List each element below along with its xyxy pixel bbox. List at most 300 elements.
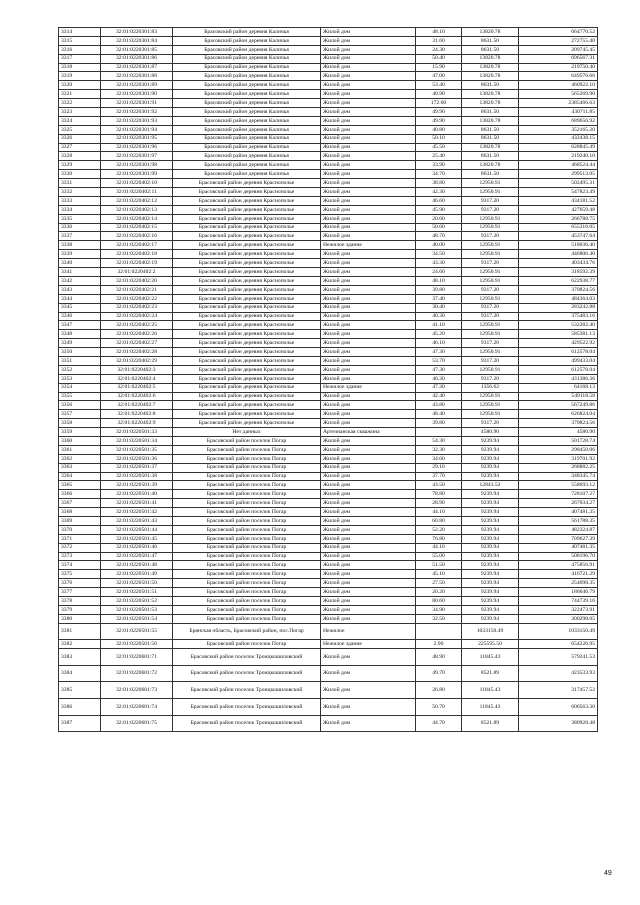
cadastral-number-cell: 32:01:0220402:15 <box>101 223 173 232</box>
object-type-cell: Жилой дом <box>321 170 416 179</box>
area-cell: 49.90 <box>416 116 462 125</box>
cadastral-value-cell: 728107.27 <box>519 490 598 499</box>
area-cell: 43.80 <box>416 401 462 410</box>
cadastral-number-cell: 32:01:0220402:9 <box>101 419 173 428</box>
price-per-unit-cell: 13820.78 <box>462 143 519 152</box>
area-cell: 44.70 <box>416 715 462 732</box>
cadastral-number-cell: 32:01:0220301:98 <box>101 161 173 170</box>
row-number-cell: 3351 <box>59 356 101 365</box>
area-cell: 40.00 <box>416 241 462 250</box>
address-cell: Брасовский район деревня Каличья <box>173 28 321 37</box>
object-type-cell: Нежилое здание <box>321 640 416 649</box>
address-cell: Брасовский район деревня Краснополье <box>173 294 321 303</box>
price-per-unit-cell: 9317.20 <box>462 232 519 241</box>
address-cell: Брасовский район деревня Каличья <box>173 108 321 117</box>
row-number-cell: 3338 <box>59 241 101 250</box>
cadastral-number-cell: 32:01:0220501:49 <box>101 570 173 579</box>
cadastral-value-cell: 532282.40 <box>519 321 598 330</box>
price-per-unit-cell: 9239.94 <box>462 614 519 623</box>
row-number-cell: 3380 <box>59 614 101 623</box>
area-cell: 45.20 <box>416 330 462 339</box>
row-number-cell: 3319 <box>59 72 101 81</box>
price-per-unit-cell: 9239.94 <box>462 605 519 614</box>
address-cell: Брасовский район поселок Погар <box>173 561 321 570</box>
cadastral-value-cell: 352165.20 <box>519 125 598 134</box>
area-cell: 53.70 <box>416 356 462 365</box>
object-type-cell: Жилой дом <box>321 276 416 285</box>
cadastral-value-cell: 561788.35 <box>519 516 598 525</box>
table-row <box>59 63 598 72</box>
cadastral-number-cell: 32:01:0220501:38 <box>101 472 173 481</box>
area-cell <box>416 428 462 437</box>
row-number-cell: 3366 <box>59 490 101 499</box>
object-type-cell: Жилой дом <box>321 463 416 472</box>
object-type-cell: Жилой дом <box>321 294 416 303</box>
price-per-unit-cell: 11845.43 <box>462 698 519 715</box>
object-type-cell: Жилой дом <box>321 45 416 54</box>
row-number-cell: 3350 <box>59 348 101 357</box>
area-cell: 2.90 <box>416 640 462 649</box>
area-cell: 41.10 <box>416 321 462 330</box>
table-row <box>59 597 598 606</box>
table-row <box>59 715 598 732</box>
address-cell: Брасовский район деревня Краснополье <box>173 339 321 348</box>
cadastral-number-cell: 32:01:0220402:22 <box>101 294 173 303</box>
cadastral-number-cell: 32:01:0220402:6 <box>101 392 173 401</box>
row-number-cell: 3376 <box>59 579 101 588</box>
cadastral-number-cell: 32:01:0220301:87 <box>101 63 173 72</box>
cadastral-value-cell: 453747.64 <box>519 232 598 241</box>
row-number-cell: 3344 <box>59 294 101 303</box>
cadastral-number-cell: 32:01:0220601:75 <box>101 715 173 732</box>
price-per-unit-cell: 225595.50 <box>462 640 519 649</box>
cadastral-value-cell: 272755.40 <box>519 36 598 45</box>
table-row <box>59 623 598 640</box>
price-per-unit-cell: 9239.94 <box>462 597 519 606</box>
cadastral-value-cell: 370824.56 <box>519 419 598 428</box>
area-cell: 45.10 <box>416 570 462 579</box>
price-per-unit-cell: 9317.20 <box>462 419 519 428</box>
object-type-cell: Жилой дом <box>321 36 416 45</box>
address-cell: Брасовский район деревня Каличья <box>173 134 321 143</box>
object-type-cell: Нежилое здание <box>321 241 416 250</box>
row-number-cell: 3379 <box>59 605 101 614</box>
area-cell: 47.30 <box>416 383 462 392</box>
address-cell: Брасовский район деревня Краснополье <box>173 232 321 241</box>
row-number-cell: 3332 <box>59 188 101 197</box>
object-type-cell: Жилой дом <box>321 374 416 383</box>
table-row <box>59 259 598 268</box>
cadastral-number-cell: 32:01:0220501:36 <box>101 454 173 463</box>
cadastral-value-cell: 547823.49 <box>519 188 598 197</box>
address-cell: Брасовский район деревня Краснополье <box>173 401 321 410</box>
table-row <box>59 374 598 383</box>
area-cell: 20.60 <box>416 214 462 223</box>
table-row <box>59 90 598 99</box>
cadastral-value-cell: 649576.66 <box>519 72 598 81</box>
area-cell: 80.60 <box>416 597 462 606</box>
object-type-cell: Жилой дом <box>321 108 416 117</box>
object-type-cell: Нежилое <box>321 623 416 640</box>
cadastral-value-cell: 267034.27 <box>519 499 598 508</box>
area-cell: 34.60 <box>416 454 462 463</box>
row-number-cell: 3336 <box>59 223 101 232</box>
area-cell: 42.40 <box>416 392 462 401</box>
cadastral-value-cell: 612578.04 <box>519 348 598 357</box>
table-row <box>59 445 598 454</box>
cadastral-number-cell: 32:01:0220301:94 <box>101 125 173 134</box>
area-cell: 34.70 <box>416 170 462 179</box>
object-type-cell: Жилой дом <box>321 508 416 517</box>
row-number-cell: 3375 <box>59 570 101 579</box>
cadastral-value-cell: 626824.04 <box>519 410 598 419</box>
page-number: 49 <box>604 870 612 877</box>
price-per-unit-cell: 12843.52 <box>462 481 519 490</box>
address-cell: Брянская область, Брасовский район, пос.Погар <box>173 623 321 640</box>
object-type-cell: Жилой дом <box>321 481 416 490</box>
row-number-cell: 3367 <box>59 499 101 508</box>
cadastral-value-cell: 664770.52 <box>519 28 598 37</box>
area-cell: 26.80 <box>416 682 462 699</box>
price-per-unit-cell: 9239.94 <box>462 490 519 499</box>
table-row <box>59 499 598 508</box>
price-per-unit-cell: 13820.78 <box>462 63 519 72</box>
cadastral-number-cell: 32:01:0220402:12 <box>101 196 173 205</box>
price-per-unit-cell: 9239.94 <box>462 525 519 534</box>
table-row <box>59 285 598 294</box>
address-cell: Брасовский район деревня Каличья <box>173 125 321 134</box>
table-row <box>59 570 598 579</box>
address-cell: Брасовский район деревня Каличья <box>173 54 321 63</box>
row-number-cell: 3352 <box>59 365 101 374</box>
row-number-cell: 3328 <box>59 152 101 161</box>
cadastral-value-cell: 579241.53 <box>519 649 598 666</box>
object-type-cell: Жилой дом <box>321 348 416 357</box>
area-cell: 50.60 <box>416 223 462 232</box>
cadastral-value-cell: 186646.79 <box>519 588 598 597</box>
address-cell: Брасовский район поселок Погар <box>173 605 321 614</box>
price-per-unit-cell: 12950.91 <box>462 348 519 357</box>
address-cell: Брасовский район деревня Краснополье <box>173 179 321 188</box>
price-per-unit-cell: 8631.50 <box>462 134 519 143</box>
cadastral-value-cell: 585381.13 <box>519 330 598 339</box>
row-number-cell: 3324 <box>59 116 101 125</box>
area-cell: 43.50 <box>416 481 462 490</box>
table-row <box>59 525 598 534</box>
row-number-cell: 3321 <box>59 90 101 99</box>
cadastral-value-cell: 1033150.49 <box>519 623 598 640</box>
row-number-cell: 3347 <box>59 321 101 330</box>
area-cell: 60.80 <box>416 516 462 525</box>
price-per-unit-cell: 12950.91 <box>462 276 519 285</box>
cadastral-value-cell: 219750.40 <box>519 63 598 72</box>
object-type-cell: Жилой дом <box>321 597 416 606</box>
row-number-cell: 3372 <box>59 543 101 552</box>
price-per-unit-cell: 13820.78 <box>462 99 519 108</box>
cadastral-value-cell: 696567.31 <box>519 54 598 63</box>
object-type-cell: Жилой дом <box>321 214 416 223</box>
object-type-cell: Жилой дом <box>321 28 416 37</box>
price-per-unit-cell: 12950.91 <box>462 294 519 303</box>
row-number-cell: 3358 <box>59 419 101 428</box>
object-type-cell: Жилой дом <box>321 303 416 312</box>
area-cell: 46.10 <box>416 339 462 348</box>
cadastral-value-cell: 744739.16 <box>519 597 598 606</box>
table-row <box>59 330 598 339</box>
cadastral-number-cell: 32:01:0220402:21 <box>101 285 173 294</box>
table-row <box>59 81 598 90</box>
row-number-cell: 3330 <box>59 170 101 179</box>
row-number-cell: 3382 <box>59 640 101 649</box>
price-per-unit-cell: 13820.78 <box>462 116 519 125</box>
area-cell: 47.00 <box>416 72 462 81</box>
address-cell: Брасовский район деревня Краснополье <box>173 330 321 339</box>
price-per-unit-cell: 8631.50 <box>462 81 519 90</box>
object-type-cell: Жилой дом <box>321 516 416 525</box>
row-number-cell: 3349 <box>59 339 101 348</box>
area-cell: 34.50 <box>416 250 462 259</box>
table-row <box>59 392 598 401</box>
address-cell: Брасовский район деревня Краснополье <box>173 205 321 214</box>
price-per-unit-cell: 8631.50 <box>462 152 519 161</box>
object-type-cell: Жилой дом <box>321 525 416 534</box>
row-number-cell: 3348 <box>59 330 101 339</box>
address-cell: Брасовский район деревня Каличья <box>173 143 321 152</box>
cadastral-number-cell: 32:01:0220301:85 <box>101 45 173 54</box>
table-row <box>59 268 598 277</box>
object-type-cell: Жилой дом <box>321 259 416 268</box>
cadastral-value-cell: 628845.49 <box>519 143 598 152</box>
address-cell: Брасовский район поселок Погар <box>173 579 321 588</box>
area-cell: 48.70 <box>416 232 462 241</box>
price-per-unit-cell: 12950.91 <box>462 365 519 374</box>
area-cell: 47.30 <box>416 348 462 357</box>
price-per-unit-cell: 9239.94 <box>462 543 519 552</box>
row-number-cell: 3369 <box>59 516 101 525</box>
price-per-unit-cell: 9317.20 <box>462 374 519 383</box>
price-per-unit-cell: 12950.91 <box>462 321 519 330</box>
cadastral-number-cell: 32:01:0220301:91 <box>101 99 173 108</box>
area-cell: 45.50 <box>416 143 462 152</box>
cadastral-number-cell: 32:01:0220402:17 <box>101 241 173 250</box>
table-row <box>59 108 598 117</box>
table-row <box>59 276 598 285</box>
register-sheet <box>58 27 597 732</box>
table-row <box>59 348 598 357</box>
cadastral-value-cell: 499433.04 <box>519 356 598 365</box>
table-row <box>59 152 598 161</box>
area-cell: 48.90 <box>416 649 462 666</box>
cadastral-number-cell: 32:01:0220301:99 <box>101 170 173 179</box>
cadastral-number-cell: 32:01:0220501:56 <box>101 640 173 649</box>
address-cell: Брасовский район деревня Краснополье <box>173 241 321 250</box>
table-row <box>59 125 598 134</box>
cadastral-number-cell: 32:01:0220501:54 <box>101 614 173 623</box>
area-cell: 50.10 <box>416 134 462 143</box>
cadastral-number-cell: 32:01:0220501:43 <box>101 516 173 525</box>
area-cell: 47.30 <box>416 365 462 374</box>
row-number-cell: 3326 <box>59 134 101 143</box>
table-row <box>59 640 598 649</box>
address-cell: Брасовский район поселок Погар <box>173 445 321 454</box>
object-type-cell: Жилой дом <box>321 419 416 428</box>
price-per-unit-cell: 12950.91 <box>462 179 519 188</box>
cadastral-number-cell: 32:01:0220402:10 <box>101 179 173 188</box>
object-type-cell: Артезианская скважина <box>321 428 416 437</box>
area-cell: 37.40 <box>416 294 462 303</box>
address-cell: Брасовский район деревня Краснополье <box>173 365 321 374</box>
area-cell: 40.80 <box>416 125 462 134</box>
price-per-unit-cell: 9317.20 <box>462 196 519 205</box>
cadastral-value-cell: 322473.91 <box>519 605 598 614</box>
cadastral-number-cell: 32:01:0220301:86 <box>101 54 173 63</box>
cadastral-value-cell: 300298.05 <box>519 614 598 623</box>
table-row <box>59 365 598 374</box>
row-number-cell: 3343 <box>59 285 101 294</box>
area-cell: 40.90 <box>416 90 462 99</box>
address-cell: Брасовский район поселок Погар <box>173 463 321 472</box>
address-cell: Брасовский район поселок Погар <box>173 525 321 534</box>
cadastral-value-cell: 558693.12 <box>519 481 598 490</box>
table-row <box>59 410 598 419</box>
price-per-unit-cell: 12950.91 <box>462 410 519 419</box>
price-per-unit-cell: 9317.20 <box>462 259 519 268</box>
price-per-unit-cell: 9239.94 <box>462 445 519 454</box>
address-cell: Брасовский район деревня Краснополье <box>173 410 321 419</box>
table-row <box>59 561 598 570</box>
table-row <box>59 543 598 552</box>
table-row <box>59 605 598 614</box>
object-type-cell: Жилой дом <box>321 356 416 365</box>
address-cell: Брасовский район деревня Каличья <box>173 161 321 170</box>
row-number-cell: 3318 <box>59 63 101 72</box>
row-number-cell: 3355 <box>59 392 101 401</box>
cadastral-number-cell: 32:01:0220402:7 <box>101 401 173 410</box>
area-cell: 45.90 <box>416 205 462 214</box>
area-cell: 40.30 <box>416 312 462 321</box>
object-type-cell: Жилой дом <box>321 410 416 419</box>
address-cell: Брасовский район деревня Краснополье <box>173 321 321 330</box>
area-cell: 33.90 <box>416 161 462 170</box>
address-cell: Брасовский район поселок Троицкошиловский <box>173 649 321 666</box>
row-number-cell: 3320 <box>59 81 101 90</box>
address-cell: Брасовский район деревня Краснополье <box>173 374 321 383</box>
cadastral-value-cell: 612578.04 <box>519 365 598 374</box>
area-cell: 24.60 <box>416 268 462 277</box>
price-per-unit-cell: 8631.50 <box>462 125 519 134</box>
address-cell: Брасовский район деревня Краснополье <box>173 223 321 232</box>
cadastral-number-cell: 32:01:0220301:95 <box>101 134 173 143</box>
price-per-unit-cell: 12950.91 <box>462 223 519 232</box>
object-type-cell: Жилой дом <box>321 196 416 205</box>
cadastral-number-cell: 32:01:0220501:51 <box>101 588 173 597</box>
cadastral-value-cell: 430711.85 <box>519 108 598 117</box>
cadastral-number-cell: 32:01:0220301:83 <box>101 28 173 37</box>
cadastral-number-cell: 32:01:0220402:8 <box>101 410 173 419</box>
row-number-cell: 3373 <box>59 552 101 561</box>
address-cell: Брасовский район поселок Погар <box>173 481 321 490</box>
cadastral-value-cell: 431386.36 <box>519 374 598 383</box>
cadastral-value-cell: 4580.90 <box>519 428 598 437</box>
row-number-cell: 3385 <box>59 682 101 699</box>
price-per-unit-cell: 9239.94 <box>462 516 519 525</box>
address-cell: Брасовский район деревня Краснополье <box>173 348 321 357</box>
area-cell <box>416 623 462 640</box>
cadastral-value-cell: 64168.13 <box>519 383 598 392</box>
object-type-cell: Жилой дом <box>321 116 416 125</box>
cadastral-number-cell: 32:01:0220501:39 <box>101 481 173 490</box>
address-cell: Брасовский район поселок Погар <box>173 454 321 463</box>
object-type-cell: Жилой дом <box>321 552 416 561</box>
address-cell: Брасовский район поселок Погар <box>173 490 321 499</box>
object-type-cell: Жилой дом <box>321 588 416 597</box>
table-body <box>59 28 598 732</box>
cadastral-number-cell: 32:01:0220402:4 <box>101 374 173 383</box>
row-number-cell: 3387 <box>59 715 101 732</box>
address-cell: Брасовский район деревня Каличья <box>173 90 321 99</box>
row-number-cell: 3331 <box>59 179 101 188</box>
table-row <box>59 698 598 715</box>
row-number-cell: 3362 <box>59 454 101 463</box>
object-type-cell: Жилой дом <box>321 561 416 570</box>
row-number-cell: 3327 <box>59 143 101 152</box>
address-cell: Брасовский район деревня Краснополье <box>173 196 321 205</box>
address-cell: Брасовский район деревня Краснополье <box>173 392 321 401</box>
cadastral-value-cell: 434181.52 <box>519 196 598 205</box>
cadastral-number-cell: 32:01:0220402:23 <box>101 303 173 312</box>
area-cell: 44.10 <box>416 508 462 517</box>
table-row <box>59 179 598 188</box>
area-cell: 25.40 <box>416 152 462 161</box>
cadastral-number-cell: 32:01:0220402:3 <box>101 365 173 374</box>
price-per-unit-cell: 9239.94 <box>462 508 519 517</box>
address-cell: Брасовский район деревня Каличья <box>173 63 321 72</box>
cadastral-value-cell: 565269.90 <box>519 90 598 99</box>
cadastral-value-cell: 429522.92 <box>519 339 598 348</box>
price-per-unit-cell: 8631.50 <box>462 108 519 117</box>
object-type-cell: Жилой дом <box>321 401 416 410</box>
cadastral-value-cell: 348345.74 <box>519 472 598 481</box>
object-type-cell: Жилой дом <box>321 472 416 481</box>
row-number-cell: 3339 <box>59 250 101 259</box>
cadastral-value-cell: 654226.95 <box>519 640 598 649</box>
row-number-cell: 3346 <box>59 312 101 321</box>
row-number-cell: 3371 <box>59 534 101 543</box>
area-cell: 34.90 <box>416 605 462 614</box>
address-cell: Брасовский район поселок Погар <box>173 499 321 508</box>
address-cell: Брасовский район поселок Погар <box>173 552 321 561</box>
table-row <box>59 516 598 525</box>
cadastral-number-cell: 32:01:0220501:46 <box>101 543 173 552</box>
table-row <box>59 436 598 445</box>
table-row <box>59 682 598 699</box>
row-number-cell: 3333 <box>59 196 101 205</box>
cadastral-number-cell: 32:01:0220501:37 <box>101 463 173 472</box>
cadastral-number-cell: 32:01:0220501:48 <box>101 561 173 570</box>
address-cell: Брасовский район деревня Краснополье <box>173 303 321 312</box>
cadastral-number-cell: 32:01:0220402:14 <box>101 214 173 223</box>
table-row <box>59 383 598 392</box>
table-row <box>59 552 598 561</box>
cadastral-number-cell: 32:01:0220601:71 <box>101 649 173 666</box>
row-number-cell: 3353 <box>59 374 101 383</box>
row-number-cell: 3365 <box>59 481 101 490</box>
price-per-unit-cell: 11845.43 <box>462 649 519 666</box>
table-row <box>59 36 598 45</box>
cadastral-value-cell: 407481.35 <box>519 543 598 552</box>
price-per-unit-cell: 9239.94 <box>462 552 519 561</box>
cadastral-value-cell: 475856.91 <box>519 561 598 570</box>
